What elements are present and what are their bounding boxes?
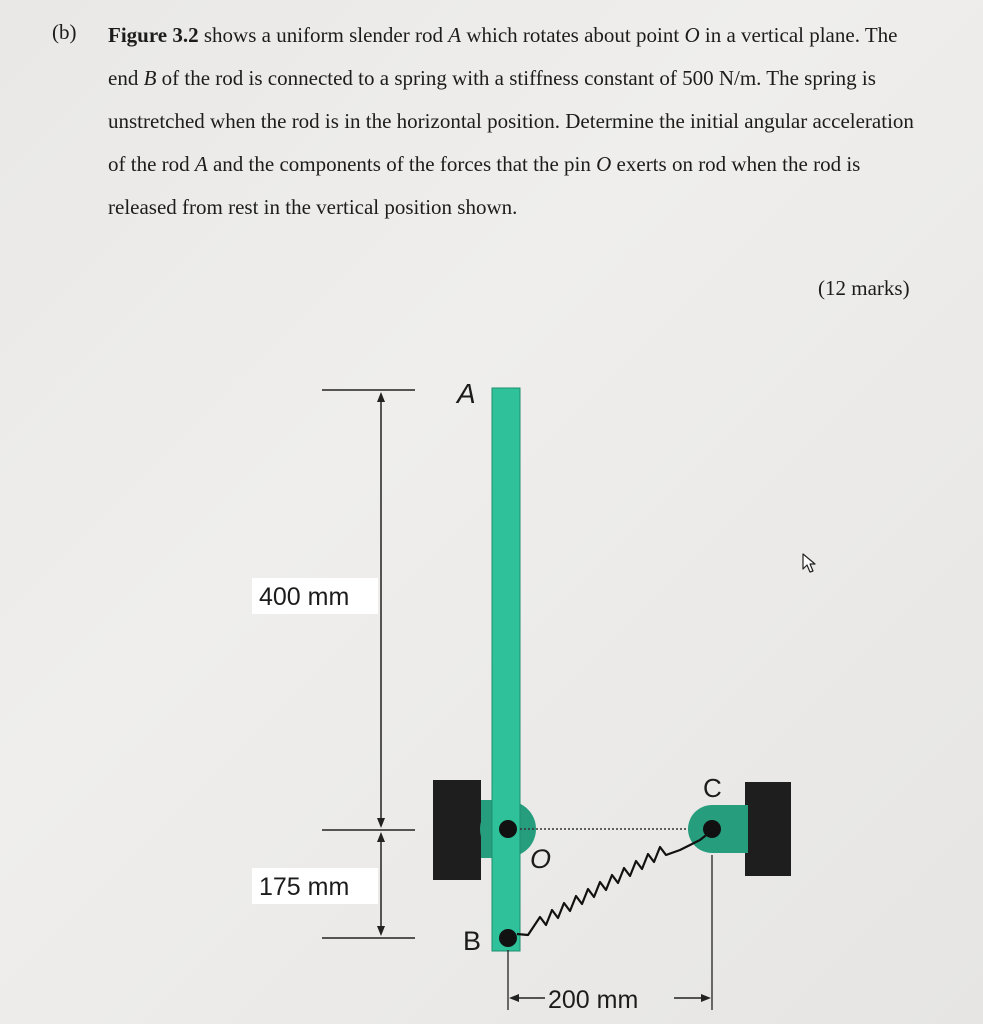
text-segment: and the components of the forces that the pin: [207, 152, 597, 176]
text-segment: exerts on rod when the rod is released from rest in the vertical position shown.: [108, 152, 861, 219]
text-segment: shows a uniform slender rod: [198, 23, 449, 47]
arrowhead: [701, 994, 711, 1002]
label-o: O: [530, 844, 552, 874]
var-b: B: [143, 66, 157, 90]
arrowhead: [377, 926, 385, 936]
arrowhead: [377, 818, 385, 828]
text-segment: in a vertical plane. The end: [108, 23, 898, 90]
var-a: A: [448, 23, 462, 47]
arrowhead: [377, 832, 385, 842]
arrowhead: [509, 994, 519, 1002]
label-c: C: [703, 773, 722, 803]
part-label: (b): [52, 20, 77, 44]
figure-reference: Figure 3.2: [108, 23, 199, 47]
dim-label-400: 400 mm: [259, 583, 350, 611]
left-support: [433, 780, 481, 880]
dim-label-200: 200 mm: [548, 986, 639, 1014]
arrowhead: [377, 392, 385, 402]
mouse-cursor-icon: [803, 554, 815, 572]
pin-b: [499, 929, 517, 947]
var-o: O: [684, 23, 700, 47]
label-b: B: [463, 926, 482, 956]
var-a: A: [194, 152, 208, 176]
pin-o: [499, 820, 517, 838]
rod-a: [492, 388, 520, 951]
label-a: A: [457, 378, 476, 409]
var-o: O: [596, 152, 612, 176]
text-segment: of the rod is connected to a spring with a stiffness constant of 500 N/m. The spring is unstretched when the rod is in the horizontal position. Determine the initial angular acceleration of the rod: [108, 66, 914, 176]
right-support: [745, 782, 791, 876]
marks-label: (12 marks): [818, 276, 910, 300]
text-segment: which rotates about point: [461, 23, 685, 47]
dim-label-175: 175 mm: [259, 873, 350, 901]
